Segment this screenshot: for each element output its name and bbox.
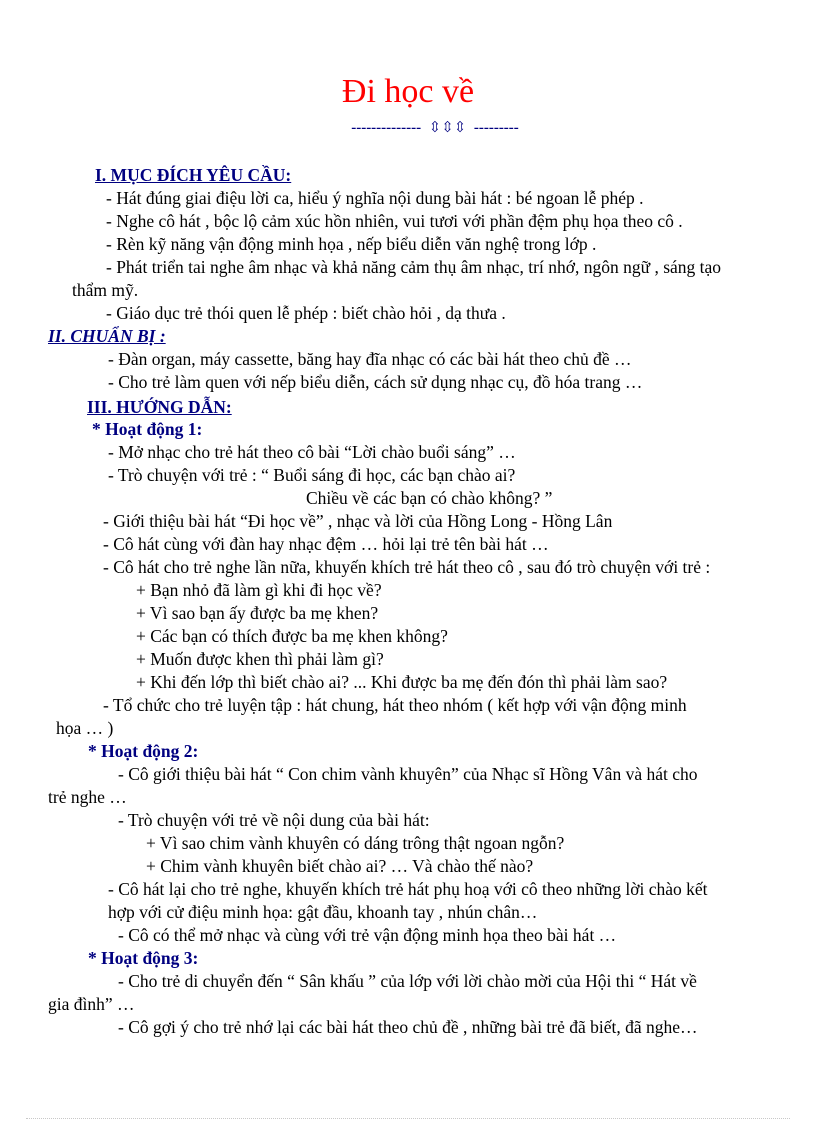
- section-heading-purpose: I. MỤC ĐÍCH YÊU CẦU:: [95, 165, 292, 185]
- bullet-line: - Cô có thể mở nhạc và cùng với trẻ vận động minh họa theo bài hát …: [118, 925, 617, 945]
- page-bottom-divider: [26, 1118, 790, 1119]
- activity-heading-3: * Hoạt động 3:: [88, 948, 199, 968]
- bullet-line: - Cô hát cho trẻ nghe lần nữa, khuyến khích trẻ hát theo cô , sau đó trò chuyện với trẻ :: [103, 557, 711, 577]
- continuation-line: hợp với cử điệu minh họa: gật đầu, khoanh tay , nhún chân…: [108, 902, 538, 922]
- bullet-line: - Mở nhạc cho trẻ hát theo cô bài “Lời chào buổi sáng” …: [108, 442, 516, 462]
- bullet-line: - Cô giới thiệu bài hát “ Con chim vành khuyên” của Nhạc sĩ Hồng Vân và hát cho: [118, 764, 698, 784]
- bullet-line: - Cô hát cùng với đàn hay nhạc đệm … hỏi lại trẻ tên bài hát …: [103, 534, 549, 554]
- bullet-line: - Phát triển tai nghe âm nhạc và khả năng cảm thụ âm nhạc, trí nhớ, ngôn ngữ , sáng tạo: [106, 257, 722, 277]
- sub-bullet-line: + Vì sao bạn ấy được ba mẹ khen?: [136, 603, 379, 623]
- bullet-line: - Cô gợi ý cho trẻ nhớ lại các bài hát theo chủ đề , những bài trẻ đã biết, đã nghe…: [118, 1017, 698, 1037]
- bullet-line: - Nghe cô hát , bộc lộ cảm xúc hồn nhiên, vui tươi với phần đệm phụ họa theo cô .: [106, 211, 683, 231]
- continuation-line: gia đình” …: [48, 994, 135, 1014]
- continuation-line: thẩm mỹ.: [72, 280, 139, 300]
- bullet-line: - Cô hát lại cho trẻ nghe, khuyến khích trẻ hát phụ hoạ với cô theo những lời chào kết: [108, 879, 708, 899]
- sub-bullet-line: + Chim vành khuyên biết chào ai? … Và chào thế nào?: [146, 856, 534, 876]
- continuation-line: Chiều về các bạn có chào không? ”: [306, 488, 553, 508]
- bullet-line: - Tổ chức cho trẻ luyện tập : hát chung, hát theo nhóm ( kết hợp với vận động minh: [103, 695, 687, 715]
- continuation-line: họa … ): [56, 718, 114, 738]
- title-decoration: -------------- ⇳⇳⇳ ---------: [351, 120, 519, 136]
- sub-bullet-line: + Các bạn có thích được ba mẹ khen không?: [136, 626, 448, 646]
- section-heading-guide: III. HƯỚNG DẪN:: [87, 397, 232, 417]
- sub-bullet-line: + Bạn nhỏ đã làm gì khi đi học về?: [136, 580, 382, 600]
- sub-bullet-line: + Khi đến lớp thì biết chào ai? ... Khi được ba mẹ đến đón thì phải làm sao?: [136, 672, 668, 692]
- activity-heading-2: * Hoạt động 2:: [88, 741, 199, 761]
- activity-heading-1: * Hoạt động 1:: [92, 419, 203, 439]
- sub-bullet-line: + Vì sao chim vành khuyên có dáng trông thật ngoan ngỗn?: [146, 833, 565, 853]
- bullet-line: - Giới thiệu bài hát “Đi học về” , nhạc và lời của Hồng Long - Hồng Lân: [103, 511, 613, 531]
- bullet-line: - Trò chuyện với trẻ về nội dung của bài hát:: [118, 810, 430, 830]
- bullet-line: - Cho trẻ làm quen với nếp biểu diễn, cách sử dụng nhạc cụ, đồ hóa trang …: [108, 372, 643, 392]
- bullet-line: - Rèn kỹ năng vận động minh họa , nếp biểu diễn văn nghệ trong lớp .: [106, 234, 597, 254]
- bullet-line: - Đàn organ, máy cassette, băng hay đĩa nhạc có các bài hát theo chủ đề …: [108, 349, 632, 369]
- bullet-line: - Hát đúng giai điệu lời ca, hiểu ý nghĩa nội dung bài hát : bé ngoan lễ phép .: [106, 188, 644, 208]
- continuation-line: trẻ nghe …: [48, 787, 127, 807]
- document-title: Đi học về: [341, 73, 475, 110]
- section-heading-preparation: II. CHUẨN BỊ :: [48, 326, 166, 346]
- bullet-line: - Trò chuyện với trẻ : “ Buổi sáng đi học, các bạn chào ai?: [108, 465, 516, 485]
- sub-bullet-line: + Muốn được khen thì phải làm gì?: [136, 649, 384, 669]
- bullet-line: - Giáo dục trẻ thói quen lễ phép : biết chào hỏi , dạ thưa .: [106, 303, 506, 323]
- bullet-line: - Cho trẻ di chuyển đến “ Sân khấu ” của lớp với lời chào mời của Hội thi “ Hát về: [118, 971, 697, 991]
